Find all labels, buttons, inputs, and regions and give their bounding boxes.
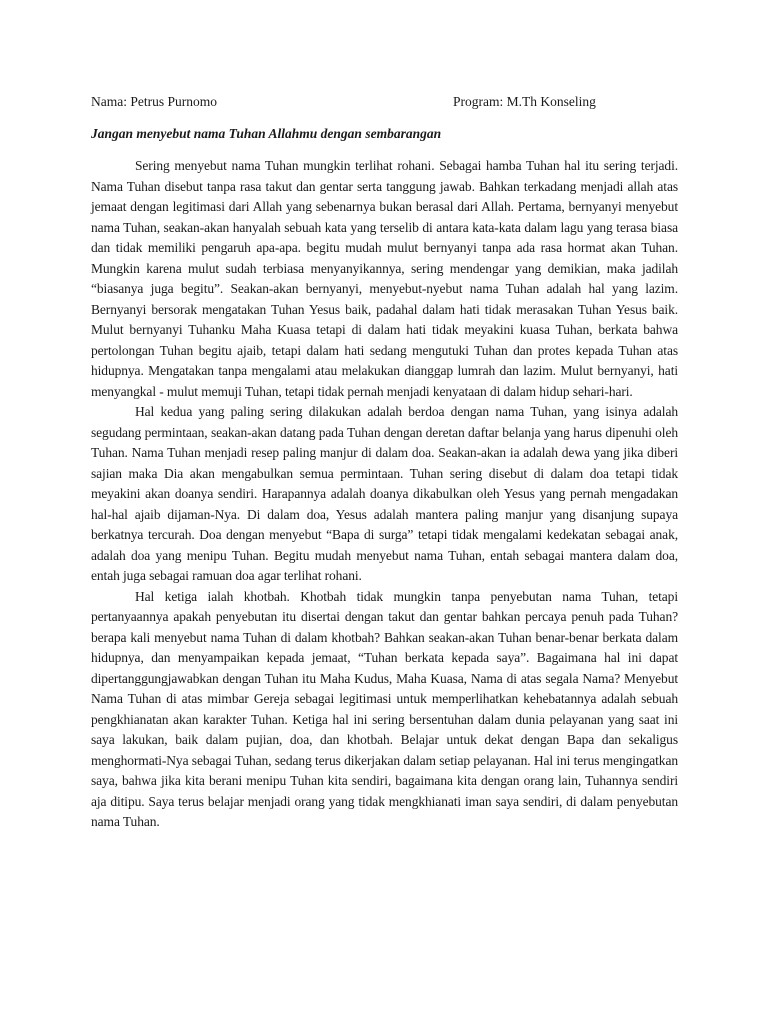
program-name: Program: M.Th Konseling <box>453 94 596 109</box>
document-page <box>91 92 678 833</box>
document-body <box>91 156 678 833</box>
paragraph-1: Sering menyebut nama Tuhan mungkin terlihat rohani. Sebagai hamba Tuhan hal itu sering terjadi. Nama Tuhan disebut tanpa rasa takut dan gentar serta tanggung jawab. Bahkan terkadang menjadi allah atas jemaat dengan legitimasi dari Allah yang sebenarnya bukan berasal dari Allah. Pertama, bernyanyi menyebut nama Tuhan, seakan-akan hanyalah sebuah kata yang terselib di antara kata-kata dalam lagu yang terasa biasa dan tidak memiliki pengaruh apa-apa. begitu mudah mulut bernyanyi tanpa ada rasa hormat akan Tuhan. Mungkin karena mulut sudah terbiasa menyanyikannya, sering mendengar yang demikian, maka jadilah “biasanya juga begitu”. Seakan-akan bernyanyi, menyebut-nyebut nama Tuhan adalah hal yang lazim. Bernyanyi bersorak mengatakan Tuhan Yesus baik, padahal dalam hati tidak merasakan Tuhan Yesus baik. Mulut bernyanyi Tuhanku Maha Kuasa tetapi di dalam hati tidak meyakini kuasa Tuhan, berkata bahwa pertolongan Tuhan begitu ajaib, tetapi dalam hati sedang mengutuki Tuhan dan protes kepada Tuhan atas hidupnya. Mengatakan tanpa mengalami atau melakukan dianggap lumrah dan lazim. Mulut bernyanyi, hati menyangkal - mulut memuji Tuhan, tetapi tidak pernah menjadi kenyataan di dalam hidup sehari-hari. <box>91 158 678 399</box>
paragraph-2: Hal kedua yang paling sering dilakukan adalah berdoa dengan nama Tuhan, yang isinya adalah segudang permintaan, seakan-akan datang pada Tuhan dengan deretan daftar belanja yang harus dipenuhi oleh Tuhan. Nama Tuhan menjadi resep paling manjur di dalam doa. Seakan-akan ia adalah dewa yang jika diberi sajian maka Dia akan mengabulkan semua permintaan. Tuhan sering disebut di dalam doa tetapi tidak meyakini akan doanya sendiri. Harapannya adalah doanya dikabulkan oleh Yesus yang pernah mengadakan hal-hal ajaib dijaman-Nya. Di dalam doa, Yesus adalah mantera paling manjur yang disanjung supaya berkatnya tercurah. Doa dengan menyebut “Bapa di surga” tetapi tidak mengalami kedekatan sebagai anak, adalah doa yang menipu Tuhan. Begitu mudah menyebut nama Tuhan, entah sebagai mantera dalam doa, entah juga sebagai ramuan doa agar terlihat rohani. <box>91 404 678 583</box>
paragraph-3: Hal ketiga ialah khotbah. Khotbah tidak mungkin tanpa penyebutan nama Tuhan, tetapi pertanyaannya apakah penyebutan itu disertai dengan takut dan gentar bahkan percaya penuh pada Tuhan? berapa kali menyebut nama Tuhan di dalam khotbah? Bahkan seakan-akan Tuhan benar-benar berkata dalam hidupnya, dan menyampaikan kepada jemaat, “Tuhan berkata kepada saya”. Bagaimana hal ini dapat dipertanggungjawabkan dengan Tuhan itu Maha Kudus, Maha Kuasa, Nama di atas segala Nama? Menyebut Nama Tuhan di atas mimbar Gereja sebagai legitimasi untuk memperlihatkan kehebatannya adalah sebuah pengkhianatan akan karakter Tuhan. Ketiga hal ini sering bersentuhan dalam dunia pelayanan yang saat ini saya lakukan, baik dalam pujian, doa, dan khotbah. Belajar untuk dekat dengan Bapa dan sekaligus menghormati-Nya sebagai Tuhan, sedang terus dikerjakan dalam setiap pelayanan. Hal ini terus mengingatkan saya, bahwa jika kita berani menipu Tuhan kita sendiri, bagaimana kita dengan orang lain, Tuhannya sendiri aja ditipu. Saya terus belajar menjadi orang yang tidak mengkhianati iman saya sendiri, di dalam penyebutan nama Tuhan. <box>91 588 678 829</box>
document-header <box>91 92 678 112</box>
document-title: Jangan menyebut nama Tuhan Allahmu dengan sembarangan <box>91 126 442 141</box>
author-name: Nama: Petrus Purnomo <box>91 94 217 109</box>
